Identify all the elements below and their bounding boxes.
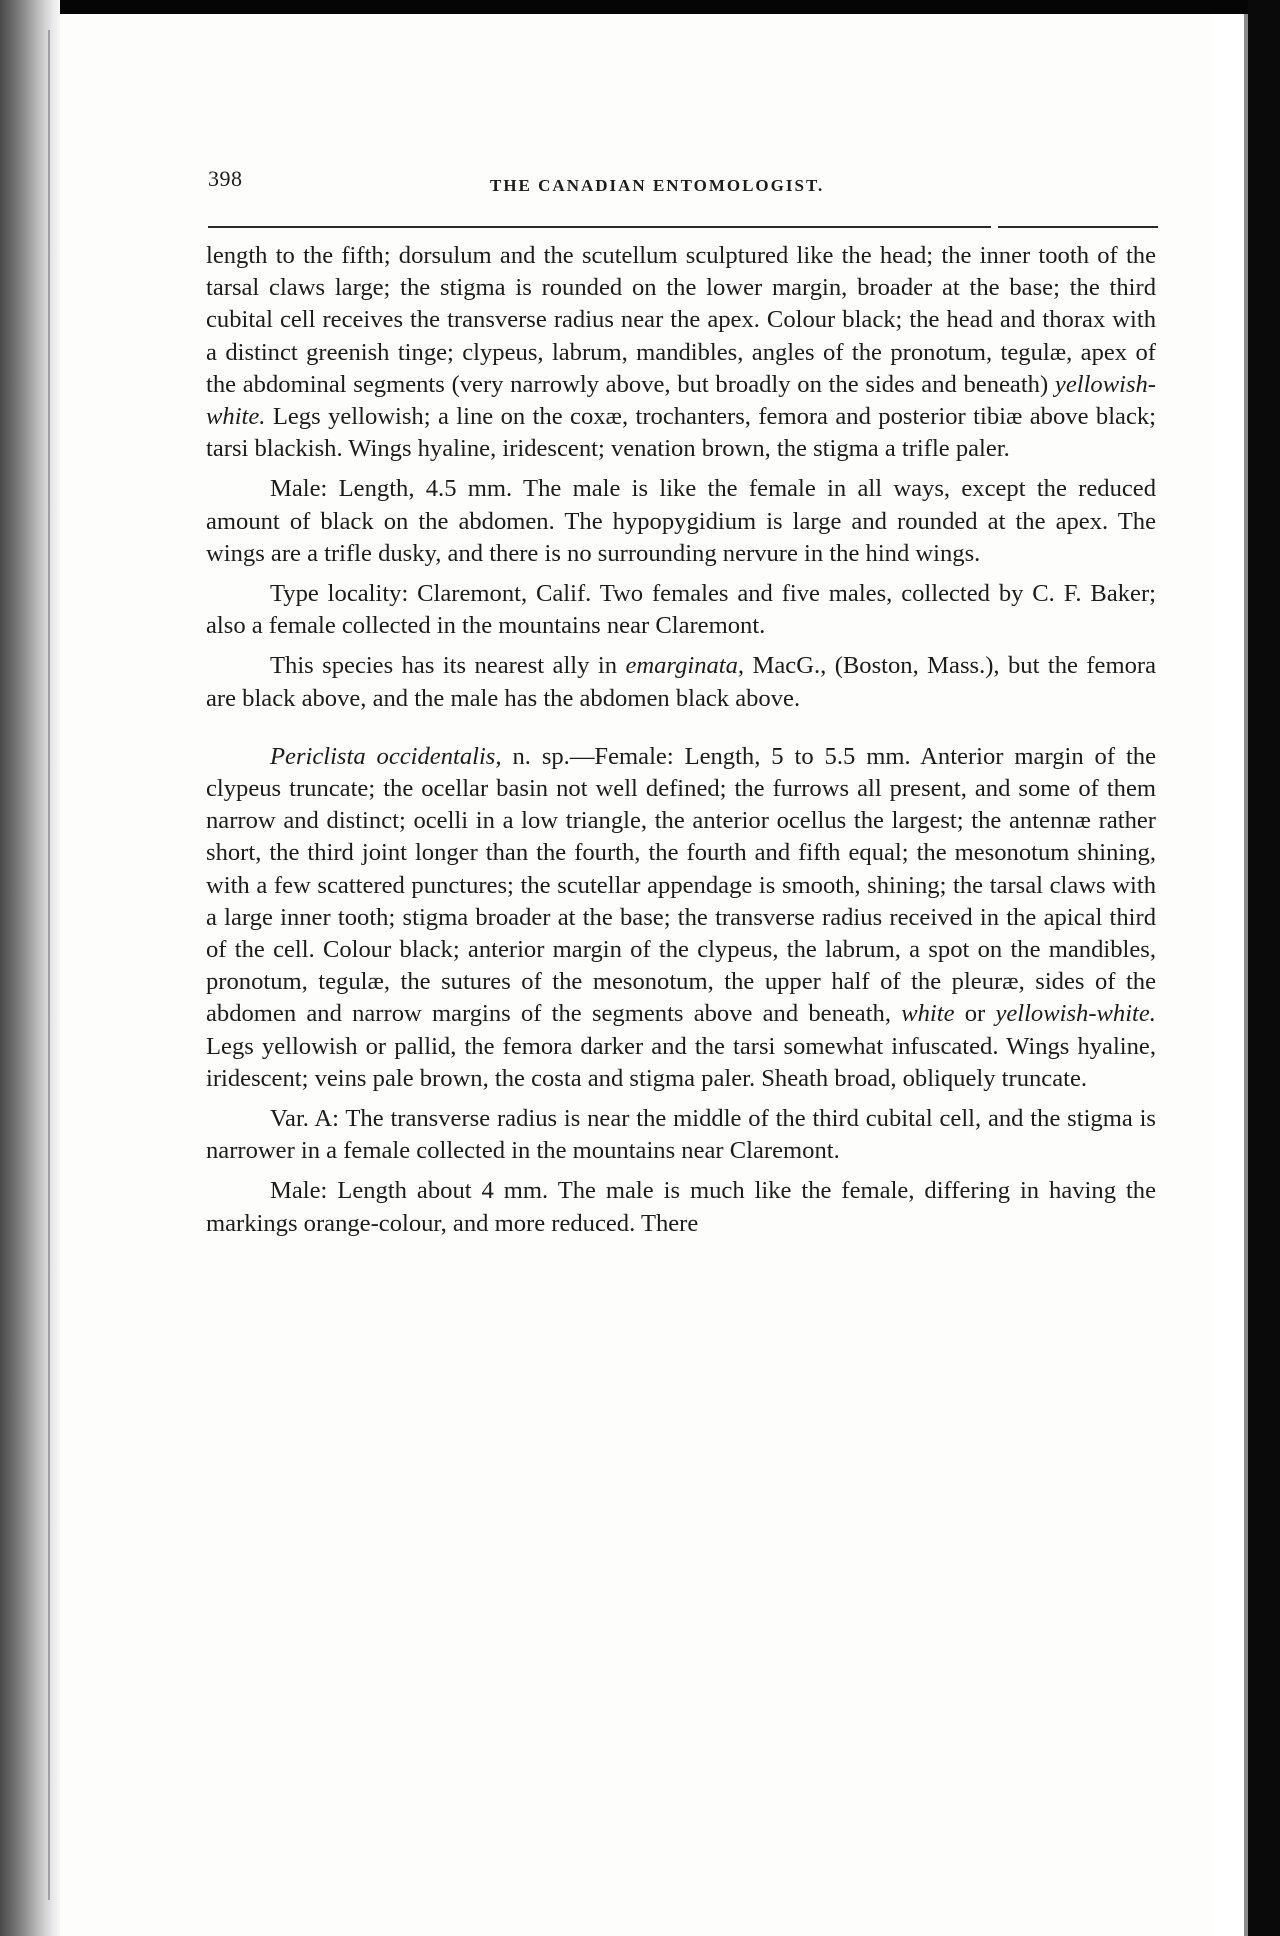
italic-term: yellowish-white. (995, 1000, 1156, 1028)
text-run: length to the fifth; dorsulum and the scutellum sculptured like the head; the inner tooth of the tarsal claws large; the stigma is rounded on the lower margin, broader at the base; the third cubital cell receives the transverse radius near the apex. Colour black; the head and thorax with a distinct greenish tinge; clypeus, labrum, mandibles, angles of the pronotum, tegulæ, apex of the abdominal segments (very narrowly above, but broadly on the sides and beneath) (206, 242, 1156, 398)
paragraph-affinity (206, 650, 1156, 714)
paragraph-type-locality: Type locality: Claremont, Calif. Two females and five males, collected by C. F. Baker; also a female collected in the mountains near Claremont. (206, 580, 1156, 640)
text-run: This species has its nearest ally in (270, 652, 617, 680)
page-edge (1244, 14, 1248, 1936)
page-number: 398 (208, 166, 243, 191)
paragraph-male-2: Male: Length about 4 mm. The male is much like the female, differing in having the markings orange-colour, and more reduced. There (206, 1177, 1156, 1237)
header-rule-end (998, 226, 1158, 228)
scan-top-edge (0, 0, 1280, 14)
book-binding-shadow (0, 0, 60, 1936)
paragraph-new-species (206, 741, 1156, 1095)
paragraph-variety: Var. A: The transverse radius is near the middle of the third cubital cell, and the stigma is narrower in a female collected in the mountains near Claremont. (206, 1105, 1156, 1165)
italic-species-name: emarginata, (625, 652, 745, 680)
scan-right-edge (1248, 0, 1280, 1936)
text-run: or (964, 1000, 986, 1028)
header-rule (208, 226, 991, 228)
text-run: MacG., (Boston, Mass.), but the femora are black above, and the male has the abdomen black above. (206, 652, 1156, 712)
italic-species-name: Periclista occidentalis, (270, 742, 502, 770)
paragraph-description (206, 240, 1156, 465)
running-head: THE CANADIAN ENTOMOLOGIST. (490, 176, 825, 195)
text-run: Legs yellowish or pallid, the femora darker and the tarsi somewhat infuscated. Wings hyaline, iridescent; veins pale brown, the costa and stigma paler. Sheath broad, obliquely truncate. (206, 1032, 1156, 1092)
binding-line (48, 30, 50, 1900)
text-run: Legs yellowish; a line on the coxæ, trochanters, femora and posterior tibiæ above black; tarsi blackish. Wings hyaline, iridescent; venation brown, the stigma a trifle paler. (206, 403, 1156, 463)
italic-term: yellowish-white. (206, 370, 1156, 431)
page-header (208, 166, 1158, 206)
text-run: n. sp.—Female: Length, 5 to 5.5 mm. Anterior margin of the clypeus truncate; the ocellar basin not well defined; the furrows all present, and some of them narrow and distinct; ocelli in a low triangle, the anterior ocellus the largest; the antennæ rather short, the third joint longer than the fourth, the fourth and fifth equal; the mesonotum shining, with a few scattered punctures; the scutellar appendage is smooth, shining; the tarsal claws with a large inner tooth; stigma broader at the base; the transverse radius received in the apical third of the cell. Colour black; anterior margin of the clypeus, the labrum, a spot on the mandibles, pronotum, tegulæ, the sutures of the mesonotum, the upper half of the pleuræ, sides of the abdomen and narrow margins of the segments above and beneath, (206, 742, 1156, 1028)
paragraph-male: Male: Length, 4.5 mm. The male is like the female in all ways, except the reduced amount of black on the abdomen. The hypopygidium is large and rounded at the apex. The wings are a trifle dusky, and there is no surrounding nervure in the hind wings. (206, 475, 1156, 567)
italic-term: white (901, 1000, 955, 1028)
article-body (206, 240, 1156, 1240)
